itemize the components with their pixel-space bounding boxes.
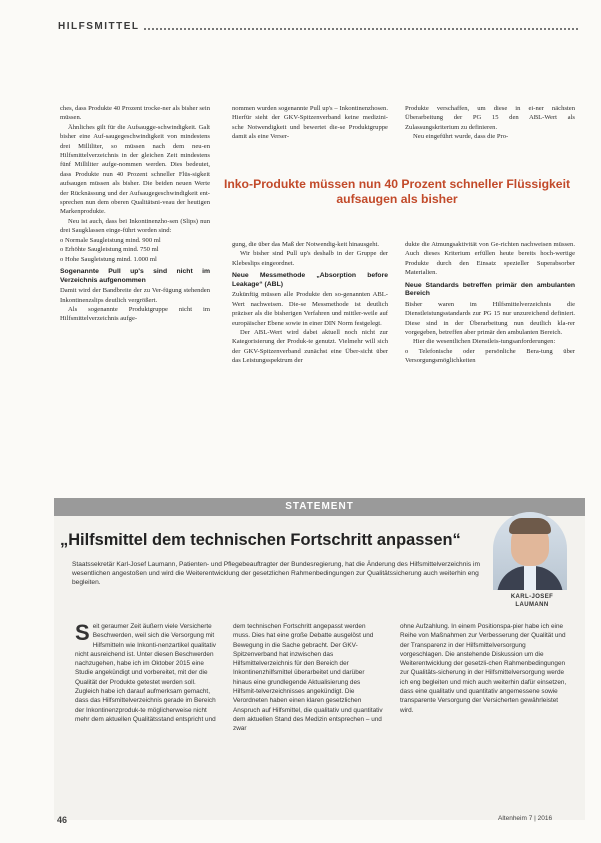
paragraph: Hier die wesentlichen Dienstleis-tungsanforderungen:: [413, 338, 556, 346]
list-item: o Erhöhte Saugleistung mind. 750 ml: [60, 246, 159, 254]
caption-first-name: KARL-JOSEF: [510, 594, 554, 600]
statement-column-2: [233, 622, 383, 734]
paragraph: Neu eingeführt wurde, dass die Pro-: [413, 133, 509, 141]
paragraph: Neu ist auch, dass bei Inkontinenzho-sen (Slips) nun drei Saugklassen einge-führt worden sind:: [60, 217, 210, 235]
paragraph: Damit wird der Bandbreite der zu Ver-fügung stehenden Inkontinenzslips deutlich vergrößert.: [60, 287, 210, 304]
article-column-2-top: [232, 104, 388, 142]
paragraph: Der ABL-Wert wird dabei aktuell noch nicht zur Kategorisierung der Produk-te genutzt. Vielmehr will sich der GKV-Spitzenverband zunächst eine Über-sicht über das Leistungsspektrum der: [232, 329, 388, 365]
paragraph: Zukünftig müssen alle Produkte den so-genannten ABL-Wert nachweisen. Die-se Messmethode ist deutlich präziser als die bisherigen Verfahren und mittler-weile auf europäischer Ebene sowie in einer DIN Norm festgelegt.: [232, 291, 388, 327]
pull-quote: Inko-Produkte müssen nun 40 Prozent schneller Flüssigkeit aufsaugen als bisher: [223, 177, 571, 206]
statement-title: „Hilfsmittel dem technischen Fortschritt anpassen“: [60, 531, 461, 549]
header-dotted-rule: [144, 22, 579, 30]
paragraph: Ähnliches gilt für die Aufsaugge-schwindigkeit. Galt bisher eine Auf-saugegeschwindigkeit von mindestens drei Milliliter, so müssen nach dem neu-en Hilfsmittelverzeichnis in der gleichen Zeit mindestens fünf Milliliter aufge-nommen werden. Dies bedeutet, dass Produkte nun 40 Prozent schneller Flüs-sigkeit aufsaugen müssen als bisher. Die beiden neuen Werte der Rücknässung und der Aufsaugegeschwindigkeit ent-sprechen nun dem oberen Qualitätsni-veau der heutigen Markenprodukte.: [60, 123, 210, 216]
portrait-photo: [493, 512, 567, 590]
caption-last-name: LAUMANN: [515, 601, 549, 608]
statement-column-1: [75, 622, 219, 724]
page-number: 46: [57, 815, 68, 825]
section-title: HILFSMITTEL: [58, 20, 140, 32]
list-item: o Normale Saugleistung mind. 900 ml: [60, 236, 161, 244]
drop-cap: S: [75, 620, 90, 645]
paragraph: ches, dass Produkte 40 Prozent trocke-ner als bisher sein müssen.: [60, 105, 210, 122]
statement-column-3: [400, 622, 568, 715]
paragraph: Bisher waren im Hilfsmittelverzeichnis die Dienstleistungsstandards zur PG 15 nur unzureichend definiert. Diese sind in der Überarbeitung nun deutlich kla-rer vorgegeben, betreffen aber primär den ambulanten Bereich.: [405, 300, 575, 337]
statement-text: eit geraumer Zeit äußern viele Versicherte Beschwerden, weil sich die Versorgung mit Hilfsmitteln wie Inkonti-nenzartikel qualitativ nicht ausreichend ist. Unter diesen Beschwerden nachzugehen, habe ich im Oktober 2015 eine Studie angekündigt und vorbereitet, mit der die Qualität der Produkte getestet werden soll. Zugleich habe ich darauf aufmerksam gemacht, dass das Hilfsmittelverzeichnis gerade im Bereich der Inkontinenzproduk-te möglicherweise nicht mehr dem aktuellen Qualitätsstand entspricht und: [75, 623, 216, 723]
statement-intro: Staatssekretär Karl-Josef Laumann, Patienten- und Pflegebeauftragter der Bundesregierung, hat die Änderung des Hilfsmittelverzeichnis im wesentlichen angestoßen und wird die Weiterentwicklung der gesetzlichen Rahmenbedingungen zur Qualitätssicherung auch weiterhin eng begleiten.: [72, 561, 480, 586]
magazine-issue: Altenheim 7 | 2016: [498, 815, 553, 822]
statement-text: ohne Aufzahlung. In einem Positionspa-pier habe ich eine Reihe von Maßnahmen zur Verbesserung der Qualität und der Transparenz in der Hilfsmittelversorgung vorgeschlagen. Die anstehende Diskussion um die Weiterentwicklung der gesetzli-chen Rahmenbedingungen zur Qualitäts-sicherung in der Hilfsmittelversorgung werde ich eng begleiten und mich auch weiterhin dafür einsetzen, dass eine qualitativ und quantitativ angemessene sowie transparente Versorgung der Versicherten gewährleistet wird.: [400, 623, 567, 714]
absorption-list: [60, 236, 210, 264]
portrait-caption: [493, 594, 571, 609]
article-column-2-bottom: [232, 240, 388, 366]
paragraph: gung, die über das Maß der Notwendig-keit hinausgeht.: [232, 241, 380, 248]
article-column-3-bottom: [405, 240, 575, 366]
paragraph: Wir bisher sind Pull up's deshalb in der Gruppe der Klebeslips eingeordnet.: [232, 250, 388, 267]
article-column-3-top: [405, 104, 575, 142]
paragraph: o Telefonische oder persönliche Bera-tung über Versorgungsmöglichkeiten: [405, 347, 575, 365]
statement-bar: STATEMENT: [54, 498, 585, 516]
subheading: Neue Standards betreffen primär den ambulanten Bereich: [405, 281, 575, 298]
paragraph: Produkte verschaffen, um diese in ei-ner nächsten Überarbeitung der PG 15 den ABL-Wert als Zulassungskriterium zu definieren.: [405, 105, 575, 131]
list-item: o Hohe Saugleistung mind. 1.000 ml: [60, 255, 157, 263]
paragraph: nommen wurden sogenannte Pull up's – Inkontinenzhosen. Hierfür sieht der GKV-Spitzenverband keine medizini-sche Notwendigkeit und bewertet die-se Produktgruppe damit als eine Verser-: [232, 105, 388, 141]
subheading: Sogenannte Pull up's sind nicht im Verzeichnis aufgenommen: [60, 267, 210, 284]
statement-text: dem technischen Fortschritt angepasst werden muss. Dies hat eine große Debatte ausgelöst und Bewegung in die Sache gebracht. Der GKV-Spitzenverband hat inzwischen das Hilfsmittelverzeichnis für den Bereich der Inkontinenzhilfsmittel überarbeitet und darüber hinaus eine grundlegende Aktualisierung des Hilfsmit-telverzeichnisses angekündigt. Die Verordneten haben einen klaren gesetzlichen Anspruch auf Hilfsmittel, die qualitativ und quantitativ dem aktuellen Stand des Medizin entsprechen – und zwar: [233, 623, 383, 733]
section-header: [58, 18, 578, 34]
paragraph: Als sogenannte Produktgruppe nicht im Hilfsmittelverzeichnis aufge-: [60, 305, 210, 323]
subheading: Neue Messmethode „Absorption before Leakage“ (ABL): [232, 272, 388, 288]
article-column-1: [60, 104, 210, 324]
paragraph: dukte die Atmungsaktivität von Ge-richten nachweisen müssen. Auch dieses Kriterium erfüllen heute bereits hoch-wertige Produkte durch den Einsatz spezieller Superabsorber Materialien.: [405, 241, 575, 277]
